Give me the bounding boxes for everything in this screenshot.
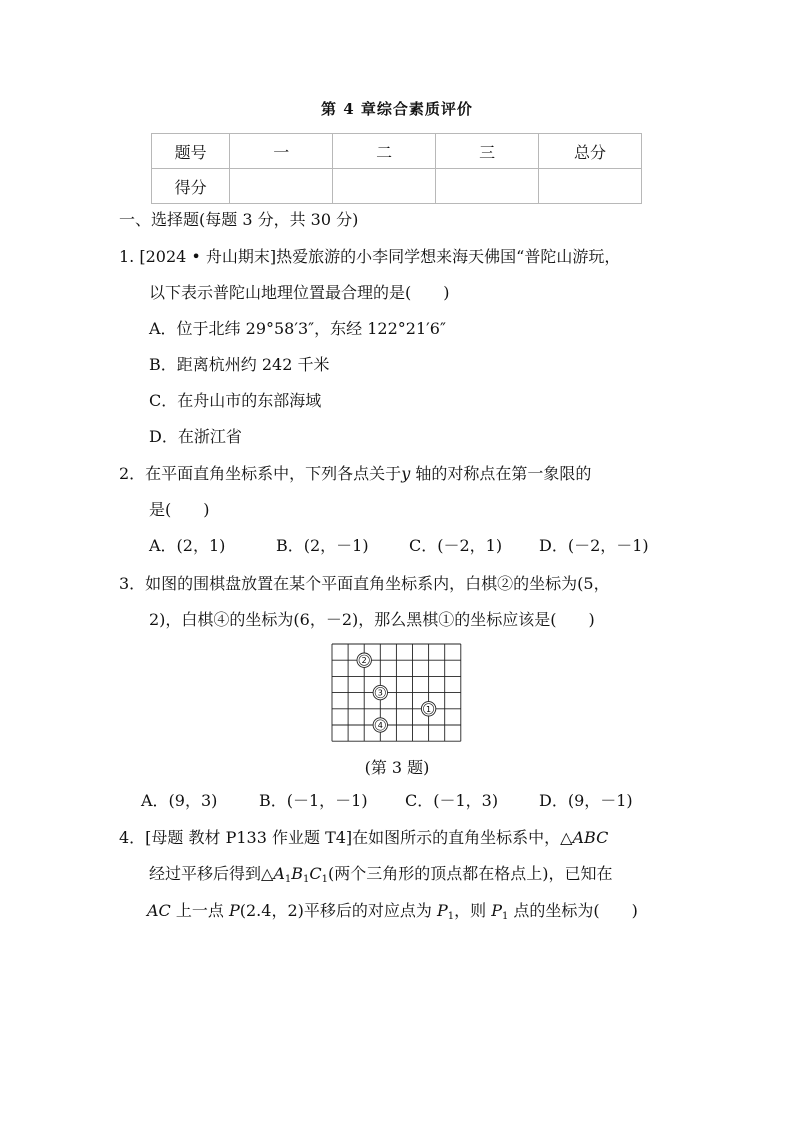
score-header-cell: 二 xyxy=(333,134,436,169)
q4-stem-text: 4．[母题 教材 P133 作业题 T4]在如图所示的直角坐标系中，△ xyxy=(119,828,573,847)
figure-caption: (第 3 题) xyxy=(364,758,430,777)
q2-variable-y: y xyxy=(401,464,411,483)
q2-option-d[interactable]: D．(－2，－1) xyxy=(539,536,649,555)
q1-option-d[interactable]: D．在浙江省 xyxy=(149,427,242,446)
score-header-cell: 一 xyxy=(230,134,333,169)
q4-subscript: 1 xyxy=(447,911,455,922)
q1-stem-line1: 1. [2024 • 舟山期末]热爱旅游的小李同学想来海天佛国“普陀山游玩， xyxy=(119,247,621,266)
q4-vertex: A xyxy=(273,864,285,883)
q1-option-b[interactable]: B．距离杭州约 242 千米 xyxy=(149,355,330,374)
q4-stem-text: 点的坐标为( ) xyxy=(508,901,638,920)
score-input-cell[interactable] xyxy=(539,169,642,204)
q3-stem-line2: 2)，白棋④的坐标为(6，－2)，那么黑棋①的坐标应该是( ) xyxy=(149,610,595,629)
score-row-label: 得分 xyxy=(152,169,230,204)
page-title: 第 4 章综合素质评价 xyxy=(321,100,473,118)
q3-option-c[interactable]: C．(－1，3) xyxy=(405,791,499,810)
q4-subscript: 1 xyxy=(303,874,310,885)
q4-subscript: 1 xyxy=(284,874,292,885)
q2-stem-line1 xyxy=(119,463,591,485)
go-stone-label: 1 xyxy=(426,704,432,714)
q2-option-c[interactable]: C．(－2，1) xyxy=(409,536,503,555)
q4-stem-text: (2.4，2)平移后的对应点为 xyxy=(239,901,437,920)
q4-subscript: 1 xyxy=(321,874,329,885)
q1-stem-line2: 以下表示普陀山地理位置最合理的是( ) xyxy=(149,283,450,302)
q1-option-a[interactable]: A．位于北纬 29°58′3″，东经 122°21′6″ xyxy=(149,319,446,338)
q3-stem-line1: 3．如图的围棋盘放置在某个平面直角坐标系内，白棋②的坐标为(5， xyxy=(119,574,610,593)
q4-point-p: P xyxy=(228,901,240,920)
q4-stem-text: 经过平移后得到△ xyxy=(149,864,274,883)
q4-stem-line2 xyxy=(149,863,613,891)
score-table-header-row xyxy=(152,134,642,169)
score-header-cell: 三 xyxy=(436,134,539,169)
q4-stem-line3 xyxy=(147,900,638,928)
q1-option-c[interactable]: C．在舟山市的东部海域 xyxy=(149,391,322,410)
q3-option-a[interactable]: A．(9，3) xyxy=(141,791,218,810)
score-input-cell[interactable] xyxy=(436,169,539,204)
q4-point-p1: P xyxy=(436,901,448,920)
go-stone-label: 3 xyxy=(377,688,383,698)
q3-option-d[interactable]: D．(9，－1) xyxy=(539,791,633,810)
q4-segment-ac: AC xyxy=(147,901,171,920)
q4-subscript: 1 xyxy=(501,911,509,922)
q4-stem-line1 xyxy=(119,827,608,849)
q3-option-b[interactable]: B．(－1，－1) xyxy=(259,791,368,810)
q4-stem-text: ，则 xyxy=(454,901,492,920)
q2-stem-line2: 是( ) xyxy=(149,500,210,519)
score-input-cell[interactable] xyxy=(333,169,436,204)
q2-option-b[interactable]: B．(2，－1) xyxy=(276,536,369,555)
score-header-cell: 总分 xyxy=(539,134,642,169)
go-stone-label: 4 xyxy=(377,721,383,730)
q4-triangle-abc: ABC xyxy=(572,828,609,847)
q4-stem-text: (两个三角形的顶点都在格点上)，已知在 xyxy=(328,864,613,883)
score-header-cell: 题号 xyxy=(152,134,230,169)
q2-option-a[interactable]: A．(2，1) xyxy=(149,536,226,555)
q4-vertex: B xyxy=(291,864,304,883)
q4-stem-text: 上一点 xyxy=(170,901,229,920)
score-input-cell[interactable] xyxy=(230,169,333,204)
section-heading: 一、选择题(每题 3 分，共 30 分) xyxy=(119,210,359,229)
q2-stem-text: 2．在平面直角坐标系中，下列各点关于 xyxy=(119,464,402,483)
go-board-figure xyxy=(331,643,462,742)
q2-stem-text: 轴的对称点在第一象限的 xyxy=(410,464,592,483)
q4-vertex: C xyxy=(309,864,322,883)
score-table xyxy=(151,133,642,204)
go-board xyxy=(331,643,462,742)
go-stone-label: 2 xyxy=(361,656,367,666)
score-table-score-row xyxy=(152,169,642,204)
q4-point-p1: P xyxy=(491,901,502,920)
